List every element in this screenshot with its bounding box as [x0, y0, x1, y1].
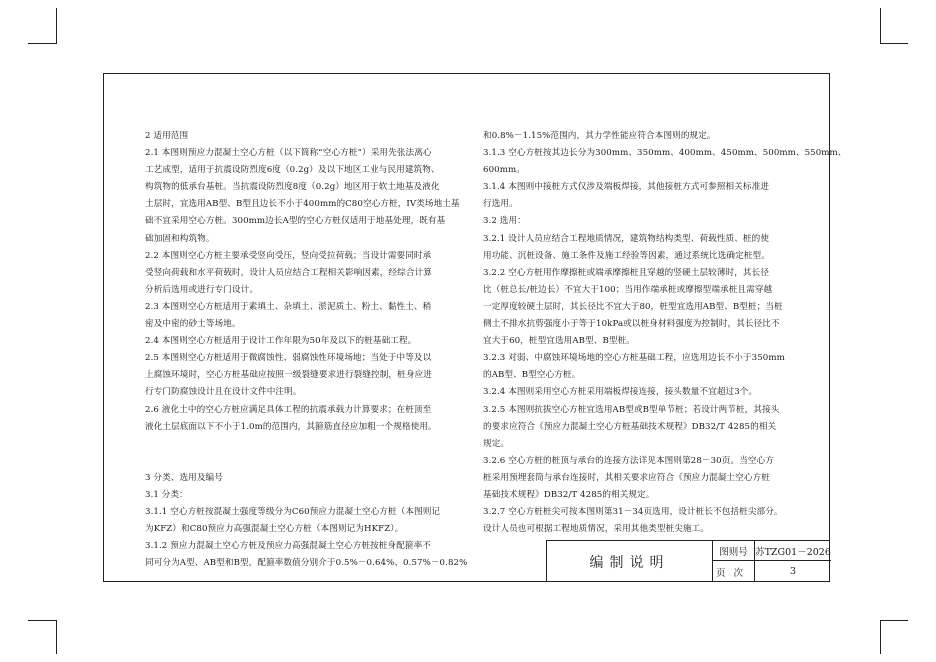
crop-mark-bottom-left-h	[28, 620, 56, 621]
text-line: 设计人员也可根据工程地质情况，采用其他类型桩尖施工。	[483, 524, 710, 535]
text-line: 密及中密的砂土等场地。	[145, 319, 241, 330]
crop-mark-bottom-right-v	[880, 620, 881, 654]
sheet-title: 编制说明	[547, 541, 713, 582]
text-line: 2.3 本图则空心方桩适用于素填土、杂填土、淤泥质土、粉土、黏性土、稍	[145, 301, 432, 312]
text-line: 分析后选用或进行专门设计。	[145, 284, 259, 295]
text-line: 2.6 液化土中的空心方桩应满足具体工程的抗震承载力计算要求；在桩顶至	[145, 404, 432, 415]
text-line: 3.1.3 空心方桩按其边长分为300mm、350mm、400mm、450mm、500mm、550mm、	[483, 148, 847, 159]
crop-mark-top-right-v	[880, 8, 881, 44]
text-line: 3.1 分类：	[145, 489, 188, 500]
text-line	[145, 436, 463, 453]
text-line: 为KFZ）和C80预应力高强混凝土空心方桩（本图则记为HKFZ）。	[145, 524, 404, 535]
text-line: 础不宜采用空心方桩。300mm边长A型的空心方桩仅适用于地基处理，既有基	[145, 216, 446, 227]
text-line: 侧土不排水抗剪强度小于等于10kPa或以桩身材料强度为控制时，其长径比不	[483, 319, 780, 330]
text-line: 的要求应符合《预应力混凝土空心方桩基础技术规程》DB32/T 4285的相关	[483, 421, 777, 432]
atlas-number-label: 图则号	[713, 541, 755, 561]
page-number-label: 页次	[713, 561, 755, 582]
text-line: 3.2.7 空心方桩桩尖可按本图则第31－34页选用，设计桩长不包括桩尖部分。	[483, 507, 783, 518]
text-line: 行选用。	[483, 199, 518, 210]
page-number-value: 3	[789, 566, 797, 577]
text-line: 3.1.4 本图则中接桩方式仅涉及端板焊接，其他接桩方式可参照相关标准进	[483, 182, 770, 193]
text-line: 3.2.1 设计人员应结合工程地质情况，建筑物结构类型、荷载性质、桩的使	[483, 233, 770, 244]
text-line: 600mm。	[483, 165, 525, 176]
text-line: 桩采用预埋套筒与承台连接时，其相关要求应符合《预应力混凝土空心方桩	[483, 472, 770, 483]
text-line: 2.4 本图则空心方桩适用于设计工作年限为50年及以下的桩基础工程。	[145, 336, 417, 347]
text-line: 2 适用范围	[145, 131, 189, 141]
text-line: 用功能、沉桩设备、施工条件及施工经验等因素，通过系统比选确定桩型。	[483, 250, 770, 261]
text-line: 3.2.5 本图则抗拔空心方桩宜选用AB型或B型单节桩；若设计两节桩，其接头	[483, 404, 780, 415]
text-line: 规定。	[483, 438, 510, 449]
text-line: 比（桩总长/桩边长）不宜大于100；当用作端承桩或摩擦型端承桩且需穿越	[483, 284, 773, 295]
crop-mark-bottom-right-h	[880, 620, 908, 621]
text-line: 2.5 本图则空心方桩适用于微腐蚀性、弱腐蚀性环境场地；当处于中等及以	[145, 353, 432, 364]
text-line: 一定厚度较硬土层时，其长径比不宜大于80，桩型宜选用AB型、B型桩；当桩	[483, 301, 783, 312]
text-line: 础加固和构筑物。	[145, 233, 215, 244]
text-line: 3.2.2 空心方桩用作摩擦桩或端承摩擦桩且穿越的竖硬土层较薄时，其长径	[483, 267, 770, 278]
text-line: 3 分类、选用及编号	[145, 472, 223, 483]
text-line: 2.2 本图则空心方桩主要承受竖向受压，竖向受拉荷载；当设计需要同时承	[145, 250, 432, 261]
text-line: 行专门防腐蚀设计且在设计文件中注明。	[145, 387, 302, 398]
text-line: 受竖向荷载和水平荷载时，设计人员应结合工程相关影响因素，经综合计算	[145, 267, 432, 278]
right-text-column	[483, 128, 847, 538]
title-block	[546, 540, 830, 582]
text-line: 3.2.6 空心方桩的桩顶与承台的连接方法详见本图则第28－30页。当空心方	[483, 455, 774, 466]
text-line: 土层时，宜选用AB型、B型且边长不小于400mm的C80空心方桩，IV类场地土基	[145, 199, 460, 210]
text-line: 液化土层底面以下不小于1.0m的范围内，其箍筋直径应加粗一个规格使用。	[145, 421, 437, 432]
atlas-number-value: 苏TZG01－2026	[755, 541, 831, 561]
left-text-column	[145, 128, 468, 572]
text-line: 基础技术规程》DB32/T 4285的相关规定。	[483, 489, 655, 500]
crop-mark-bottom-left-v	[56, 620, 57, 654]
text-line: 3.1.2 预应力混凝土空心方桩及预应力高强混凝土空心方桩按桩身配箍率不	[145, 541, 432, 552]
text-line: 构筑物的低承台基桩。当抗震设防烈度8度（0.2g）地区用于软土地基及液化	[145, 182, 440, 193]
text-line: 3.1.1 空心方桩按混凝土强度等级分为C60预应力混凝土空心方桩（本图则记	[145, 507, 441, 518]
text-line: 工艺成型，适用于抗震设防烈度6度（0.2g）及以下地区工业与民用建筑物、	[145, 165, 440, 176]
text-line: 和0.8%－1.15%范围内，其力学性能应符合本图则的规定。	[483, 131, 716, 141]
text-line: 同可分为A型、AB型和B型，配箍率数值分别介于0.5%－0.64%、0.57%－0.82%	[145, 558, 468, 569]
crop-mark-top-left-h	[28, 43, 56, 44]
crop-mark-top-left-v	[56, 8, 57, 44]
text-line: 上腐蚀环境时，空心方桩基础应按照一级裂缝要求进行裂缝控制，桩身应进	[145, 370, 432, 381]
text-line: 3.2.3 对弱、中腐蚀环境场地的空心方桩基础工程，应选用边长不小于350mm	[483, 353, 785, 364]
text-line: 3.2 选用：	[483, 216, 526, 227]
text-line	[145, 453, 463, 470]
text-line: 的AB型、B型空心方桩。	[483, 370, 581, 381]
text-line: 3.2.4 本图则采用空心方桩采用端板焊接连接，接头数量不宜超过3个。	[483, 387, 758, 398]
text-line: 2.1 本图则预应力混凝土空心方桩（以下简称“空心方桩”）采用先张法离心	[145, 148, 432, 159]
crop-mark-top-right-h	[880, 43, 908, 44]
text-line: 宜大于60，桩型宜选用AB型、B型桩。	[483, 336, 635, 347]
